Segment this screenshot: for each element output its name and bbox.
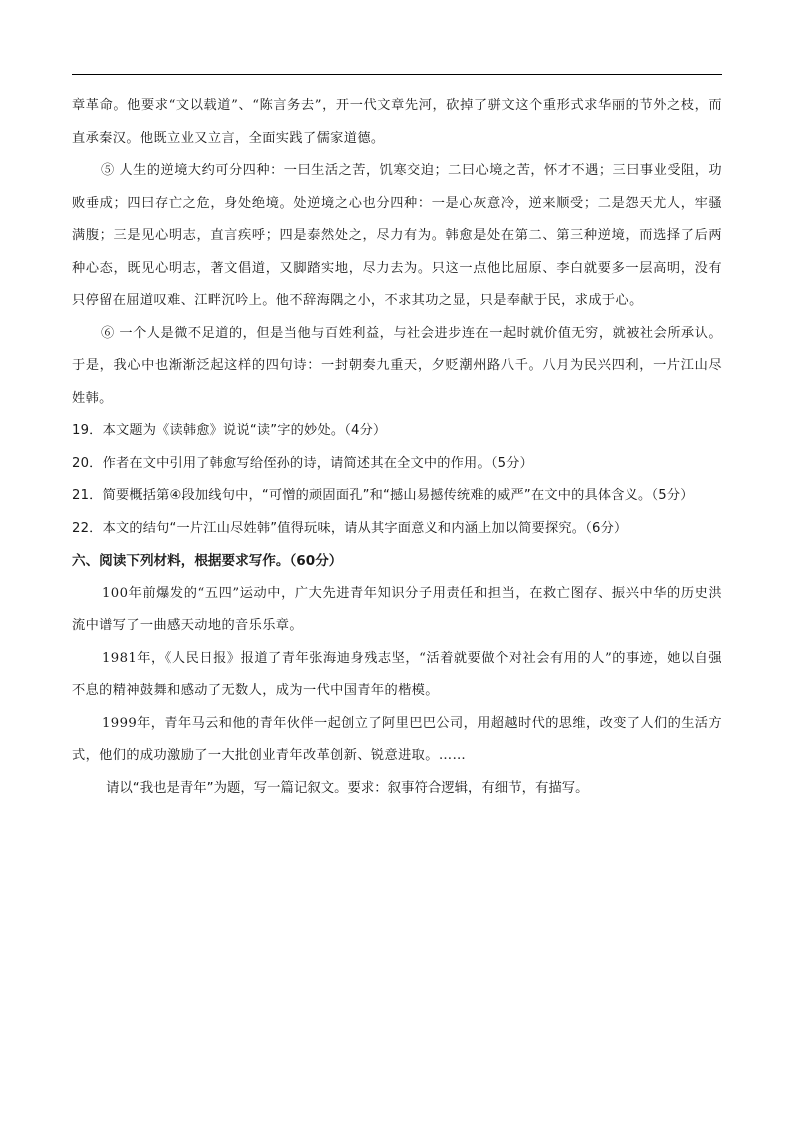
material-2: 1981年，《人民日报》报道了青年张海迪身残志坚，“活着就要做个对社会有用的人”的事迹，她以自强不息的精神鼓舞和感动了无数人，成为一代中国青年的楷模。: [72, 650, 722, 698]
question-20: 20．作者在文中引用了韩愈写给侄孙的诗，请简述其在全文中的作用。（5分）: [72, 455, 533, 471]
material-3: 1999年，青年马云和他的青年伙伴一起创立了阿里巴巴公司，用超越时代的思维，改变了人们的生活方式，他们的成功激励了一大批创业青年改革创新、锐意进取。……: [72, 715, 722, 763]
question-21: 21．简要概括第④段加线句中，“可憎的顽固面孔”和“撼山易撼传统难的威严”在文中的具体含义。（5分）: [72, 488, 694, 503]
passage-paragraph-continued: 章革命。他要求“文以载道”、“陈言务去”，开一代文章先河，砍掉了骈文这个重形式求华丽的节外之枝，而直承秦汉。他既立业又立言，全面实践了儒家道德。: [72, 98, 722, 146]
passage-paragraph-5: ⑤ 人生的逆境大约可分四种：一曰生活之苦，饥寒交迫；二曰心境之苦，怀才不遇；三曰事业受阻，功败垂成；四曰存亡之危，身处绝境。处逆境之心也分四种：一是心灰意冷，逆来顺受；二是怨天尤人，牢骚满腹；三是见心明志，直言疾呼；四是泰然处之，尽力有为。韩愈是处在第二、第三种逆境，而选择了后两种心态，既见心明志，著文倡道，又脚踏实地，尽力去为。只这一点他比屈原、李白就要多一层高明，没有只停留在屈道叹难、江畔沉吟上。他不辞海隅之小，不求其功之显，只是奉献于民，求成于心。: [72, 163, 722, 308]
section-6-heading: 六、阅读下列材料，根据要求写作。（60分）: [72, 553, 343, 569]
header-rule: [72, 74, 722, 75]
writing-prompt: 请以“我也是青年”为题，写一篇记叙文。要求：叙事符合逻辑，有细节，有描写。: [106, 780, 589, 796]
question-22: 22．本文的结句“一片江山尽姓韩”值得玩味，请从其字面意义和内涵上加以简要探究。（6分）: [72, 520, 628, 536]
passage-paragraph-6: ⑥ 一个人是微不足道的，但是当他与百姓利益，与社会进步连在一起时就价值无穷，就被社会所承认。于是，我心中也渐渐泛起这样的四句诗：一封朝奏九重天，夕贬潮州路八千。八月为民兴四利，一片江山尽姓韩。: [72, 325, 722, 406]
material-1: 100年前爆发的“五四”运动中，广大先进青年知识分子用责任和担当，在救亡图存、振兴中华的历史洪流中谱写了一曲感天动地的音乐乐章。: [72, 585, 722, 633]
question-19: 19．本文题为《读韩愈》说说“读”字的妙处。（4分）: [72, 423, 387, 438]
document-page: [72, 90, 722, 805]
